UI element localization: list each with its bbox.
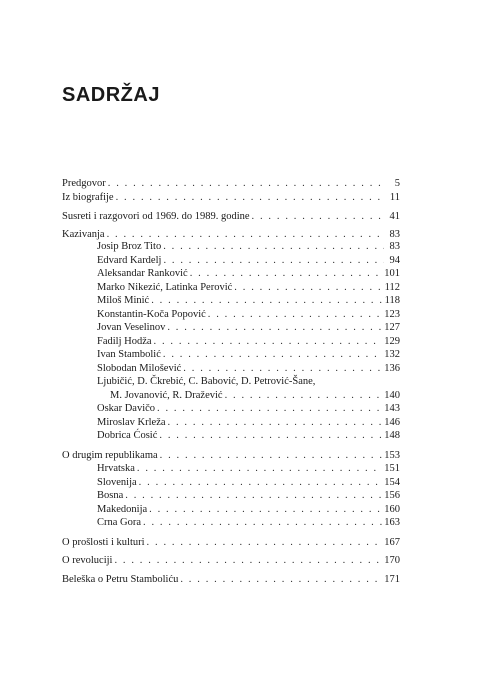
toc-page-number: 112 [384, 281, 400, 293]
leader-dots [163, 254, 384, 268]
toc-subentry-first-line: Ljubičić, D. Čkrebić, C. Babović, D. Petrović-Šane, [97, 376, 316, 387]
toc-entry-predgovor[interactable] [62, 177, 400, 191]
toc-subentry[interactable] [97, 362, 400, 376]
leader-dots [137, 462, 382, 476]
toc-page-number: 5 [394, 178, 400, 189]
toc-entry-label: M. Jovanović, R. Dražević [110, 389, 223, 401]
leader-dots [159, 429, 382, 443]
toc-entry-republike[interactable] [62, 449, 400, 463]
toc-entry-label: Susreti i razgovori od 1969. do 1989. godine [62, 211, 250, 222]
toc-entry-label: Miloš Minić [97, 295, 150, 306]
toc-page-number: 156 [384, 490, 400, 501]
toc-entry-label: O drugim republikama [62, 450, 158, 461]
toc-subentry[interactable] [97, 308, 400, 322]
leader-dots [108, 177, 384, 191]
toc-entry-label: Makedonija [97, 503, 148, 515]
toc-page-number: 167 [384, 537, 400, 548]
toc-entry-proslost[interactable] [62, 536, 400, 550]
leader-dots [151, 294, 382, 308]
toc-subentry[interactable] [97, 254, 400, 268]
toc-subentry[interactable] [97, 281, 400, 295]
toc-page-number: 140 [384, 389, 400, 401]
toc-entry-beleska[interactable] [62, 573, 400, 587]
toc-entry-label: Ivan Stambolić [97, 349, 161, 360]
toc-entry-label: Crna Gora [97, 517, 142, 528]
toc-entry-label: Edvard Kardelj [97, 254, 162, 266]
toc-subentry[interactable] [97, 503, 400, 517]
toc-entry-label: Dobrica Ćosić [97, 430, 158, 441]
toc-entry-label: Iz biografije [62, 192, 114, 203]
toc-page-number: 129 [384, 335, 400, 347]
leader-dots [252, 210, 384, 224]
toc-subentry[interactable] [97, 348, 400, 362]
leader-dots [167, 321, 382, 335]
leader-dots [114, 554, 382, 568]
toc-entry-label: Slobodan Milošević [97, 362, 182, 374]
toc-subentry[interactable] [97, 462, 400, 476]
toc-subentry[interactable] [97, 267, 400, 281]
leader-dots [225, 389, 383, 403]
toc-entry-label: Slovenija [97, 476, 137, 488]
leader-dots [125, 489, 382, 503]
toc-entry-label: Konstantin-Koča Popović [97, 308, 206, 320]
toc-subentry[interactable] [97, 489, 400, 503]
toc-subentry[interactable] [97, 240, 400, 254]
toc-page-number: 123 [384, 308, 400, 320]
toc-entry-iz-biografije[interactable] [62, 191, 400, 205]
toc-subentry[interactable] [97, 516, 400, 530]
leader-dots [163, 240, 384, 254]
toc-subentry[interactable] [97, 294, 400, 308]
toc-subentry[interactable] [97, 321, 400, 335]
leader-dots [234, 281, 382, 295]
toc-page-number: 83 [389, 229, 400, 240]
toc-entry-label: Predgovor [62, 178, 106, 189]
toc-subentry[interactable] [97, 402, 400, 416]
toc-page-number: 171 [384, 574, 400, 585]
leader-dots [149, 503, 382, 517]
toc-entry-label: Beleška o Petru Stamboliću [62, 574, 179, 585]
leader-dots [163, 348, 382, 362]
toc-page-number: 146 [384, 416, 400, 428]
toc-entry-label: Aleksandar Ranković [97, 268, 188, 279]
toc-page-number: 153 [384, 450, 400, 461]
leader-dots [180, 573, 382, 587]
leader-dots [139, 476, 383, 490]
toc-page-number: 83 [389, 241, 400, 252]
toc-entry-label: Bosna [97, 490, 124, 501]
toc-entry-label: Jovan Veselinov [97, 322, 166, 333]
leader-dots [160, 449, 383, 463]
toc-page-number: 151 [384, 463, 400, 474]
toc-page-number: 41 [389, 211, 400, 222]
toc-entry-label: Josip Broz Tito [97, 241, 162, 252]
toc-page-number: 94 [389, 254, 400, 266]
toc-entry-revolucija[interactable] [62, 554, 400, 568]
toc-page-number: 143 [384, 403, 400, 414]
leader-dots [190, 267, 383, 281]
toc-entry-susreti[interactable] [62, 210, 400, 224]
toc-page-number: 160 [384, 503, 400, 515]
toc-entry-label: O prošlosti i kulturi [62, 537, 145, 548]
toc-page-number: 132 [384, 349, 400, 360]
toc-subentry[interactable] [97, 335, 400, 349]
leader-dots [183, 362, 382, 376]
toc-entry-label: Fadilj Hodža [97, 335, 152, 347]
toc-page-number: 163 [384, 517, 400, 528]
toc-entry-label: Oskar Davičo [97, 403, 156, 414]
leader-dots [147, 536, 383, 550]
leader-dots [208, 308, 382, 322]
toc-entry-label: Kazivanja [62, 229, 105, 240]
leader-dots [143, 516, 382, 530]
toc-page-number: 136 [384, 362, 400, 374]
toc-page-number: 101 [384, 268, 400, 279]
toc-entry-label: Miroslav Krleža [97, 416, 166, 428]
leader-dots [168, 416, 383, 430]
toc-page-number: 154 [384, 476, 400, 488]
toc-page-number: 170 [384, 555, 400, 566]
toc-entry-label: O revoluciji [62, 555, 113, 566]
toc-subentry[interactable] [97, 429, 400, 443]
toc-page-number: 127 [384, 322, 400, 333]
leader-dots [154, 335, 383, 349]
leader-dots [157, 402, 382, 416]
toc-entry-label: Marko Nikezić, Latinka Perović [97, 281, 233, 293]
toc-page-number: 11 [389, 192, 400, 203]
toc-page-number: 148 [384, 430, 400, 441]
page-title: SADRŽAJ [62, 84, 160, 106]
leader-dots [116, 191, 384, 205]
toc-subentry[interactable] [97, 476, 400, 490]
toc-subentry-continuation[interactable] [110, 389, 400, 403]
toc-subentry[interactable] [97, 416, 400, 430]
toc-page-number: 118 [384, 295, 400, 306]
toc-entry-label: Hrvatska [97, 463, 135, 474]
